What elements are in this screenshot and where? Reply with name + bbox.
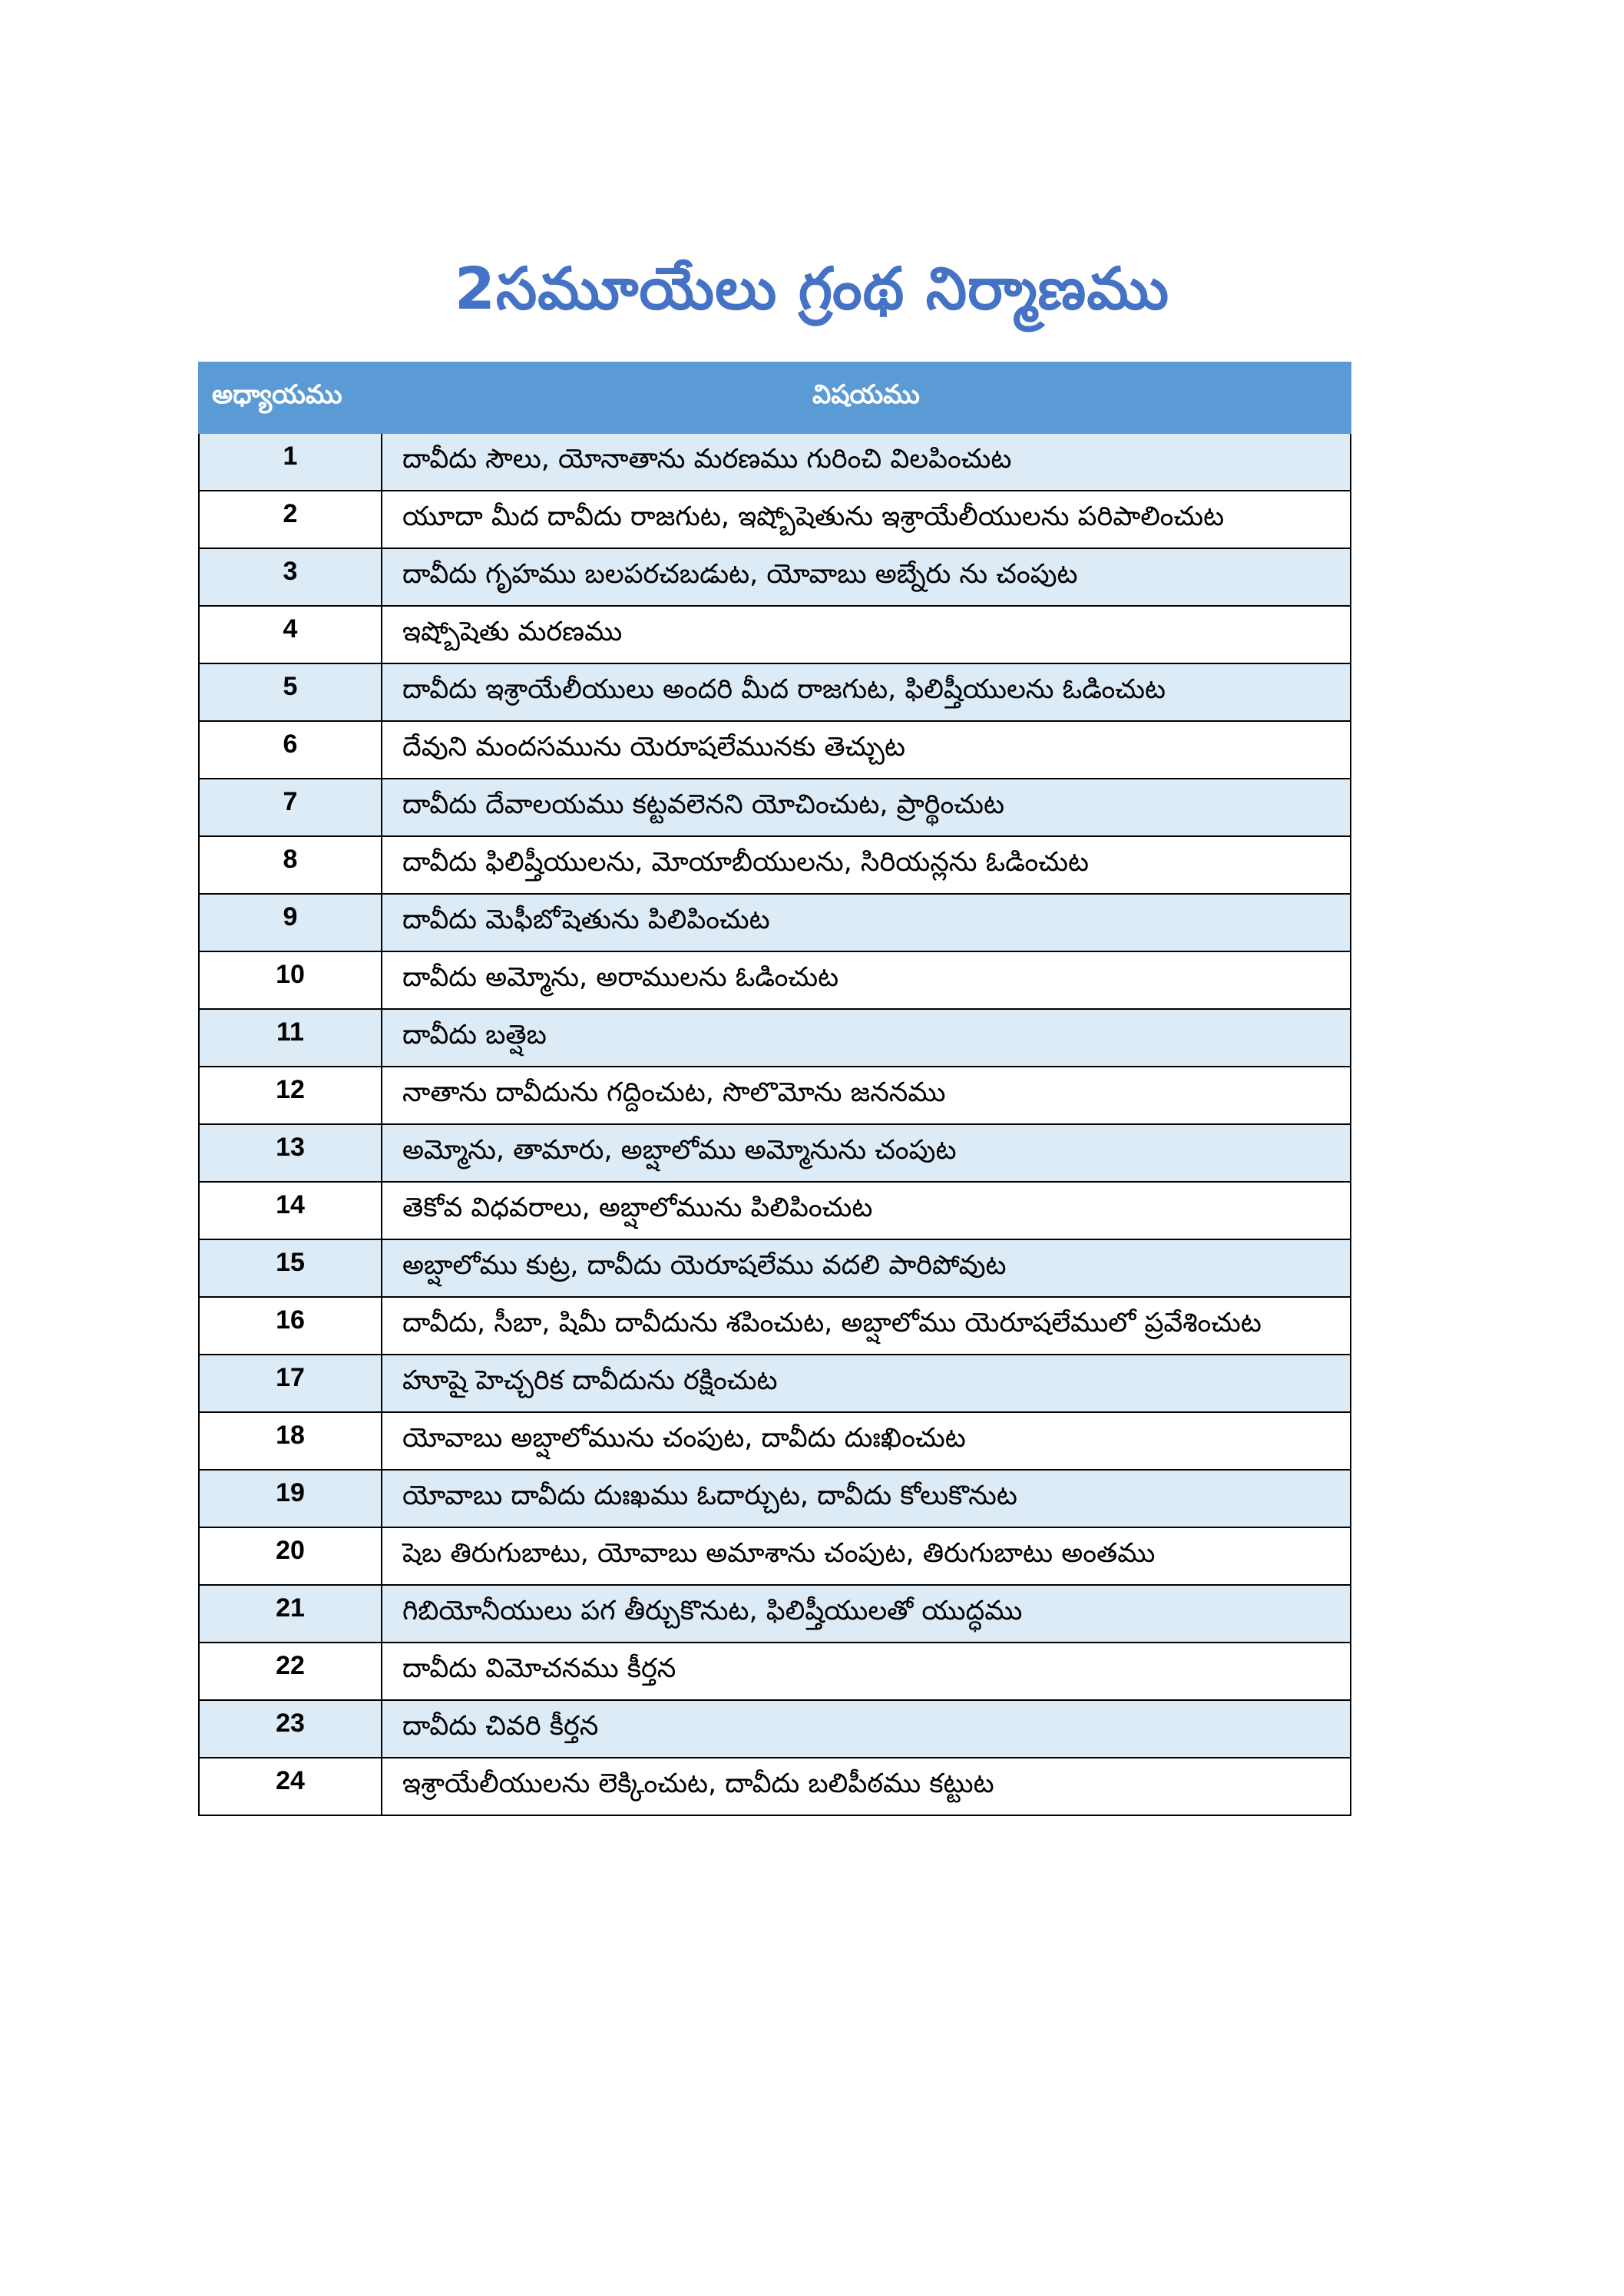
chapter-subject: యూదా మీద దావీదు రాజగుట, ఇష్బోషెతును ఇశ్రాయేలీయులను పరిపాలించుట [382, 491, 1351, 548]
chapter-subject: ఇష్బోషెతు మరణము [382, 606, 1351, 663]
chapter-number: 19 [199, 1470, 382, 1527]
chapter-number: 10 [199, 951, 382, 1009]
page-title: 2సమూయేలు గ్రంథ నిర్మాణము [454, 253, 1170, 323]
chapter-subject: హూషై హెచ్చరిక దావీదును రక్షించుట [382, 1355, 1351, 1412]
chapter-number: 1 [199, 433, 382, 491]
chapter-number: 22 [199, 1643, 382, 1700]
table-row [199, 1700, 1351, 1758]
table-row [199, 894, 1351, 951]
table-row [199, 1355, 1351, 1412]
chapter-number: 24 [199, 1758, 382, 1815]
chapter-subject: దేవుని మందసమును యెరూషలేమునకు తెచ్చుట [382, 721, 1351, 779]
table-row [199, 779, 1351, 836]
chapter-number: 20 [199, 1527, 382, 1585]
chapter-number: 15 [199, 1239, 382, 1297]
table-row [199, 1239, 1351, 1297]
chapter-number: 13 [199, 1124, 382, 1182]
chapter-subject: అమ్మోను, తామారు, అబ్షాలోము అమ్మోనును చంపుట [382, 1124, 1351, 1182]
chapter-subject: దావీదు మెఫీబోషెతును పిలిపించుట [382, 894, 1351, 951]
chapter-number: 6 [199, 721, 382, 779]
table-row [199, 1585, 1351, 1643]
chapter-subject: దావీదు బత్షెబ [382, 1009, 1351, 1067]
chapter-number: 9 [199, 894, 382, 951]
chapter-subject: తెకోవ విధవరాలు, అబ్షాలోమును పిలిపించుట [382, 1182, 1351, 1239]
table-row [199, 1643, 1351, 1700]
chapter-number: 5 [199, 663, 382, 721]
chapter-subject: దావీదు అమ్మోను, అరాములను ఓడించుట [382, 951, 1351, 1009]
chapter-subject: యోవాబు అబ్షాలోమును చంపుట, దావీదు దుఃఖించుట [382, 1412, 1351, 1470]
chapter-subject: యోవాబు దావీదు దుఃఖము ఓదార్చుట, దావీదు కోలుకొనుట [382, 1470, 1351, 1527]
chapter-subject: దావీదు విమోచనము కీర్తన [382, 1643, 1351, 1700]
chapter-subject: దావీదు ఇశ్రాయేలీయులు అందరి మీద రాజగుట, ఫిలిష్తీయులను ఓడించుట [382, 663, 1351, 721]
table-row [199, 433, 1351, 491]
chapter-number: 2 [199, 491, 382, 548]
table-row [199, 1758, 1351, 1815]
table-row [199, 1527, 1351, 1585]
table-row [199, 491, 1351, 548]
chapter-subject: షెబ తిరుగుబాటు, యోవాబు అమాశాను చంపుట, తిరుగుబాటు అంతము [382, 1527, 1351, 1585]
chapter-subject: దావీదు చివరి కీర్తన [382, 1700, 1351, 1758]
table-header-row [199, 362, 1351, 433]
chapter-subject: దావీదు దేవాలయము కట్టవలెనని యోచించుట, ప్రార్థించుట [382, 779, 1351, 836]
chapter-subject: దావీదు, సీబా, షిమీ దావీదును శపించుట, అబ్షాలోము యెరూషలేములో ప్రవేశించుట [382, 1297, 1351, 1355]
table-row [199, 1412, 1351, 1470]
chapter-number: 11 [199, 1009, 382, 1067]
table-row [199, 1470, 1351, 1527]
chapter-subject: దావీదు గృహము బలపరచబడుట, యోవాబు అబ్నేరు ను చంపుట [382, 548, 1351, 606]
chapter-number: 8 [199, 836, 382, 894]
table-row [199, 951, 1351, 1009]
chapter-number: 4 [199, 606, 382, 663]
chapter-number: 17 [199, 1355, 382, 1412]
chapter-number: 16 [199, 1297, 382, 1355]
chapter-number: 3 [199, 548, 382, 606]
chapter-number: 7 [199, 779, 382, 836]
table-row [199, 836, 1351, 894]
table-row [199, 663, 1351, 721]
book-outline-table [198, 362, 1351, 1816]
table-row [199, 1297, 1351, 1355]
chapter-column-header: అధ్యాయము [199, 362, 382, 433]
table-row [199, 606, 1351, 663]
chapter-number: 14 [199, 1182, 382, 1239]
chapter-number: 21 [199, 1585, 382, 1643]
chapter-subject: గిబియోనీయులు పగ తీర్చుకొనుట, ఫిలిష్తీయులతో యుద్ధము [382, 1585, 1351, 1643]
table-row [199, 1067, 1351, 1124]
chapter-number: 12 [199, 1067, 382, 1124]
chapter-subject: దావీదు ఫిలిష్తీయులను, మోయాబీయులను, సిరియన్లను ఓడించుట [382, 836, 1351, 894]
table-row [199, 548, 1351, 606]
chapter-number: 18 [199, 1412, 382, 1470]
chapter-subject: ఇశ్రాయేలీయులను లెక్కించుట, దావీదు బలిపీఠము కట్టుట [382, 1758, 1351, 1815]
table-row [199, 1124, 1351, 1182]
table-row [199, 1182, 1351, 1239]
chapter-subject: దావీదు సౌలు, యోనాతాను మరణము గురించి విలపించుట [382, 433, 1351, 491]
table-row [199, 721, 1351, 779]
chapter-subject: నాతాను దావీదును గద్దించుట, సొలొమోను జననము [382, 1067, 1351, 1124]
table-body [199, 433, 1351, 1815]
subject-column-header: విషయము [382, 362, 1351, 433]
chapter-subject: అబ్షాలోము కుట్ర, దావీదు యెరూషలేము వదలి పారిపోవుట [382, 1239, 1351, 1297]
table-row [199, 1009, 1351, 1067]
chapter-number: 23 [199, 1700, 382, 1758]
